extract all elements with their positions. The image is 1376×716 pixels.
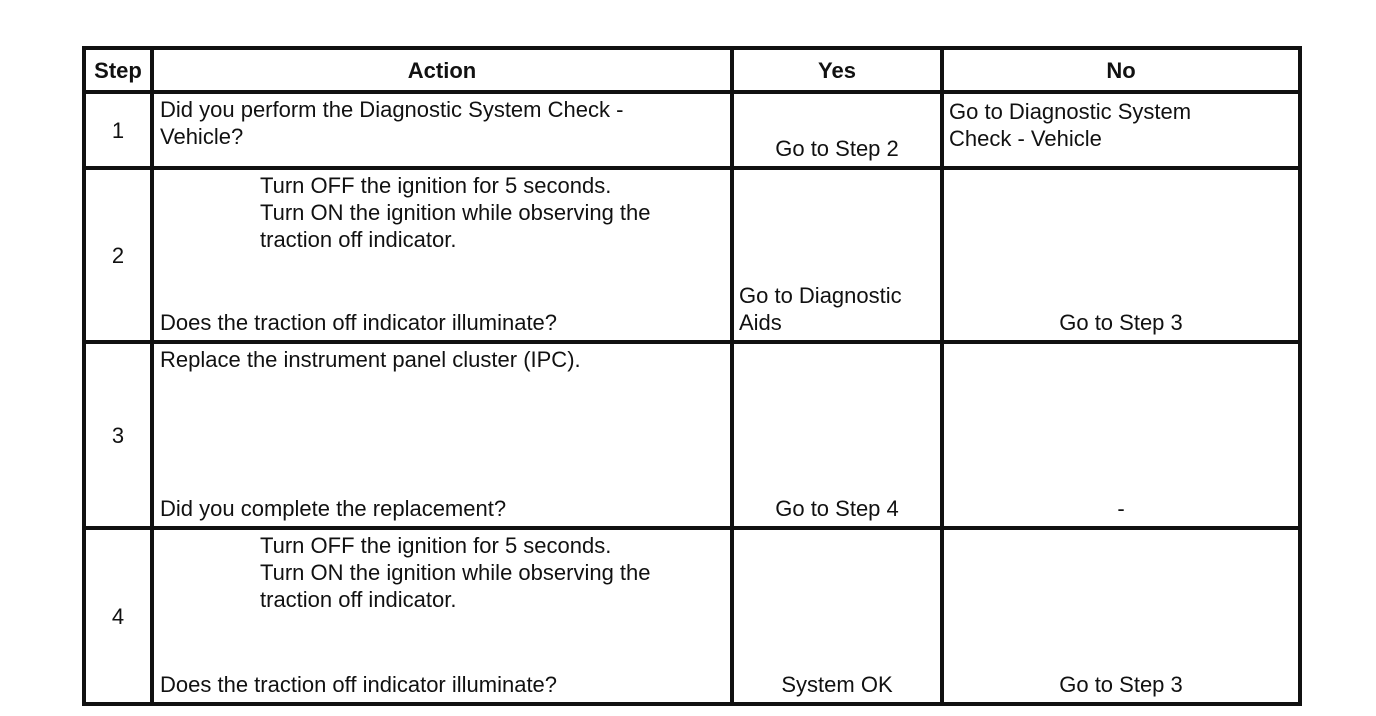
table-row [84, 92, 1300, 168]
sub-step-text: Turn ON the ignition while observing the [260, 200, 651, 225]
sub-step-text: traction off indicator. [260, 227, 457, 252]
no-result [942, 342, 1300, 528]
sub-step-text: Turn OFF the ignition for 5 seconds. [260, 173, 612, 198]
action-cell [152, 168, 732, 342]
action-cell [152, 92, 732, 168]
table-row [84, 528, 1300, 704]
yes-result-text: System OK [781, 672, 893, 697]
no-result-text: Go to Step 3 [1059, 310, 1183, 335]
yes-result-text: Aids [739, 310, 782, 335]
question-text: Does the traction off indicator illuminate? [160, 310, 558, 335]
action-cell [152, 342, 732, 528]
header-action: Action [152, 48, 732, 92]
header-step: Step [84, 48, 152, 92]
sub-step-text: traction off indicator. [260, 587, 457, 612]
sub-step-text: Turn ON the ignition while observing the [260, 560, 651, 585]
step-number: 2 [84, 168, 152, 342]
no-result-text: Check - Vehicle [949, 126, 1102, 151]
yes-result-text: Go to Step 4 [775, 496, 899, 521]
no-result-text: Go to Diagnostic System [949, 99, 1192, 124]
action-cell [152, 528, 732, 704]
action-text: Did you perform the Diagnostic System Check - [160, 97, 624, 122]
no-result-text: Go to Step 3 [1059, 672, 1183, 697]
instruction-text: Replace the instrument panel cluster (IPC). [160, 347, 581, 372]
no-result [942, 92, 1300, 168]
table-row [84, 168, 1300, 342]
header-yes: Yes [732, 48, 942, 92]
header-row [84, 48, 1300, 92]
yes-result [732, 528, 942, 704]
yes-result-text: Go to Step 2 [775, 136, 899, 161]
sub-steps [160, 532, 724, 613]
yes-result [732, 342, 942, 528]
sub-steps [160, 172, 724, 253]
step-number: 3 [84, 342, 152, 528]
no-result [942, 168, 1300, 342]
yes-result [732, 92, 942, 168]
step-number: 1 [84, 92, 152, 168]
action-text: Vehicle? [160, 124, 244, 149]
no-result-text: - [1117, 496, 1125, 521]
question-text: Did you complete the replacement? [160, 496, 507, 521]
step-number: 4 [84, 528, 152, 704]
header-no: No [942, 48, 1300, 92]
sub-step-text: Turn OFF the ignition for 5 seconds. [260, 533, 612, 558]
table-row [84, 342, 1300, 528]
question-text: Does the traction off indicator illuminate? [160, 672, 558, 697]
yes-result-text: Go to Diagnostic [739, 283, 902, 308]
diagnostic-table [82, 46, 1302, 706]
no-result [942, 528, 1300, 704]
yes-result [732, 168, 942, 342]
